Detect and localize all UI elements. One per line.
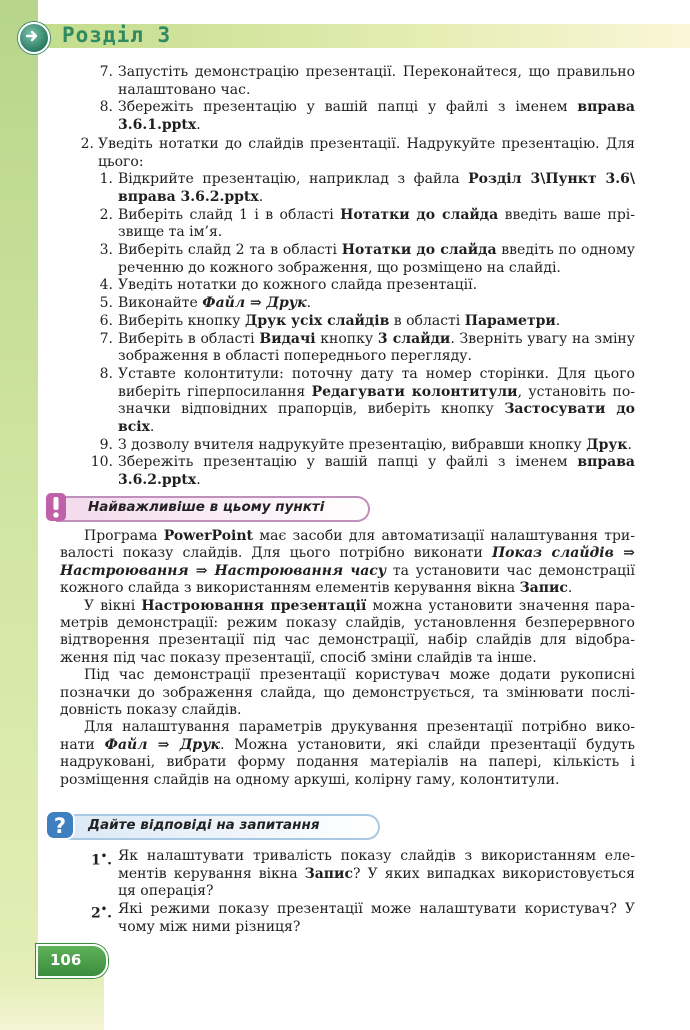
difficulty-mark: • [100, 851, 108, 862]
question-number: 1•. [90, 851, 112, 869]
step-number: 3. [99, 242, 113, 259]
step-text: Відкрийте презентацію, наприклад з файла Розділ 3\Пункт 3.6\ вправа 3.6.2.pptx. [118, 171, 635, 205]
step-item [60, 242, 635, 277]
step-item [60, 331, 635, 366]
task-text: Уведіть нотатки до слайдів презентації. Надрукуйте презентацію. Для цього: [98, 135, 635, 170]
step-number: 4. [99, 277, 113, 294]
step-text: Виберіть слайд 1 і в області Нотатки до слайда введіть ваше прізвище та ім’я. [118, 206, 635, 241]
step-text: Запустіть демонстрацію презентації. Переконайтеся, що правильно налаштовано час. [118, 64, 635, 98]
step-number: 8. [99, 99, 113, 116]
question-item [60, 901, 635, 936]
step-item [60, 366, 635, 437]
step-text: З дозволу вчителя надрукуйте презентацію, вибравши кнопку Друк. [118, 436, 632, 453]
summary-paragraph: Для налаштування параметрів друкування презентації потрібно виконати Файл ⇒ Друк. Можна установити, які слайди презентації будуть надруковані, вибрати форму подання матеріалів на папері, кількість і розміщення слайдів на одному аркуші, колірну гаму, колонтитули. [60, 719, 636, 788]
step-number: 8. [99, 365, 113, 382]
step-text: Виберіть слайд 2 та в області Нотатки до слайда введіть по одному реченню до кожного зображення, що розміщено на слайді. [118, 242, 635, 276]
step-text: Виберіть кнопку Друк усіх слайдів в області Параметри. [118, 312, 561, 329]
step-text: Виконайте Файл ⇒ Друк. [118, 295, 312, 312]
step-item [60, 64, 635, 99]
step-text: Виберіть в області Видачі кнопку 3 слайди. Зверніть увагу на зміну зображення в області попереднього перегляду. [118, 330, 635, 365]
task-item [60, 136, 635, 171]
step-number: 5. [99, 295, 113, 312]
page-number: 106 [50, 951, 82, 969]
question-text: Як налаштувати тривалість показу слайдів з використанням елементів керування вікна Запис? У яких випадках використовується ця операція? [118, 848, 635, 900]
step-item [60, 277, 635, 295]
questions-title: Дайте відповіді на запитання [88, 817, 320, 833]
summary-paragraph: У вікні Настроювання презентації можна установити значення параметрів демонстрації: режим показу слайдів, установлення безперервного відтворення презентації під час демонстрації, набір слайдів для відображення під час показу презентації, спосіб зміни слайдів та інше. [60, 597, 636, 666]
step-item [60, 295, 635, 313]
question-list [60, 848, 635, 937]
step-text: Збережіть презентацію у вашій папці у файлі з іменем вправа 3.6.2.pptx. [118, 454, 635, 489]
step-text: Збережіть презентацію у вашій папці у файлі з іменем вправа 3.6.1.pptx. [118, 99, 635, 134]
arrow-right-icon [18, 22, 50, 54]
left-margin-band [0, 0, 38, 1030]
step-text: Уставте колонтитули: поточну дату та номер сторінки. Для цього виберіть гіперпосилання Редагувати колонтитули, установіть позначки відповідних прапорців, виберіть кнопку Застосувати до всіх. [118, 365, 636, 436]
task-number: 2. [80, 135, 94, 152]
step-item [60, 454, 635, 489]
step-number: 1. [99, 171, 113, 188]
step-item [60, 99, 635, 134]
difficulty-mark: • [100, 904, 108, 916]
page-corner [0, 974, 104, 1030]
step-number: 6. [99, 312, 113, 329]
step-item [60, 171, 635, 206]
question-text: Які режими показу презентації може налаштувати користувач? У чому між ними різниця? [118, 901, 635, 935]
step-item [60, 437, 635, 455]
step-item [60, 313, 635, 331]
step-number: 7. [99, 64, 113, 80]
step-number: 9. [99, 436, 113, 453]
section-title: Розділ 3 [62, 23, 172, 47]
question-item [60, 848, 635, 901]
step-number: 7. [99, 330, 113, 347]
step-item [60, 207, 635, 242]
svg-text:?: ? [53, 814, 67, 838]
summary-paragraph: Програма PowerPoint має засоби для автоматизації налаштування тривалості показу слайдів. Для цього потрібно виконати Показ слайдів ⇒ Настроювання ⇒ Настроювання часу та установити час демонстрації кожного слайда з використанням елементів керування вікна Запис. [60, 528, 636, 597]
step-number: 10. [90, 454, 113, 471]
task-list [60, 64, 635, 490]
page-number-tab [36, 944, 108, 978]
exclamation-icon [44, 492, 68, 522]
question-number-digit: 1 [90, 852, 101, 869]
important-title: Найважливіше в цьому пункті [88, 499, 325, 515]
question-icon [44, 809, 76, 841]
step-number: 2. [99, 206, 113, 223]
question-number: 2•. [90, 904, 112, 922]
step-text: Уведіть нотатки до кожного слайда презентації. [118, 277, 478, 294]
questions-banner [44, 812, 384, 838]
summary-text [60, 528, 635, 789]
summary-paragraph: Під час демонстрації презентації користувач може додати рукописні позначки до зображення слайда, що демонструється, та змінювати послідовність показу слайдів. [60, 667, 635, 719]
question-number-digit: 2 [90, 905, 101, 922]
important-banner [44, 494, 374, 520]
